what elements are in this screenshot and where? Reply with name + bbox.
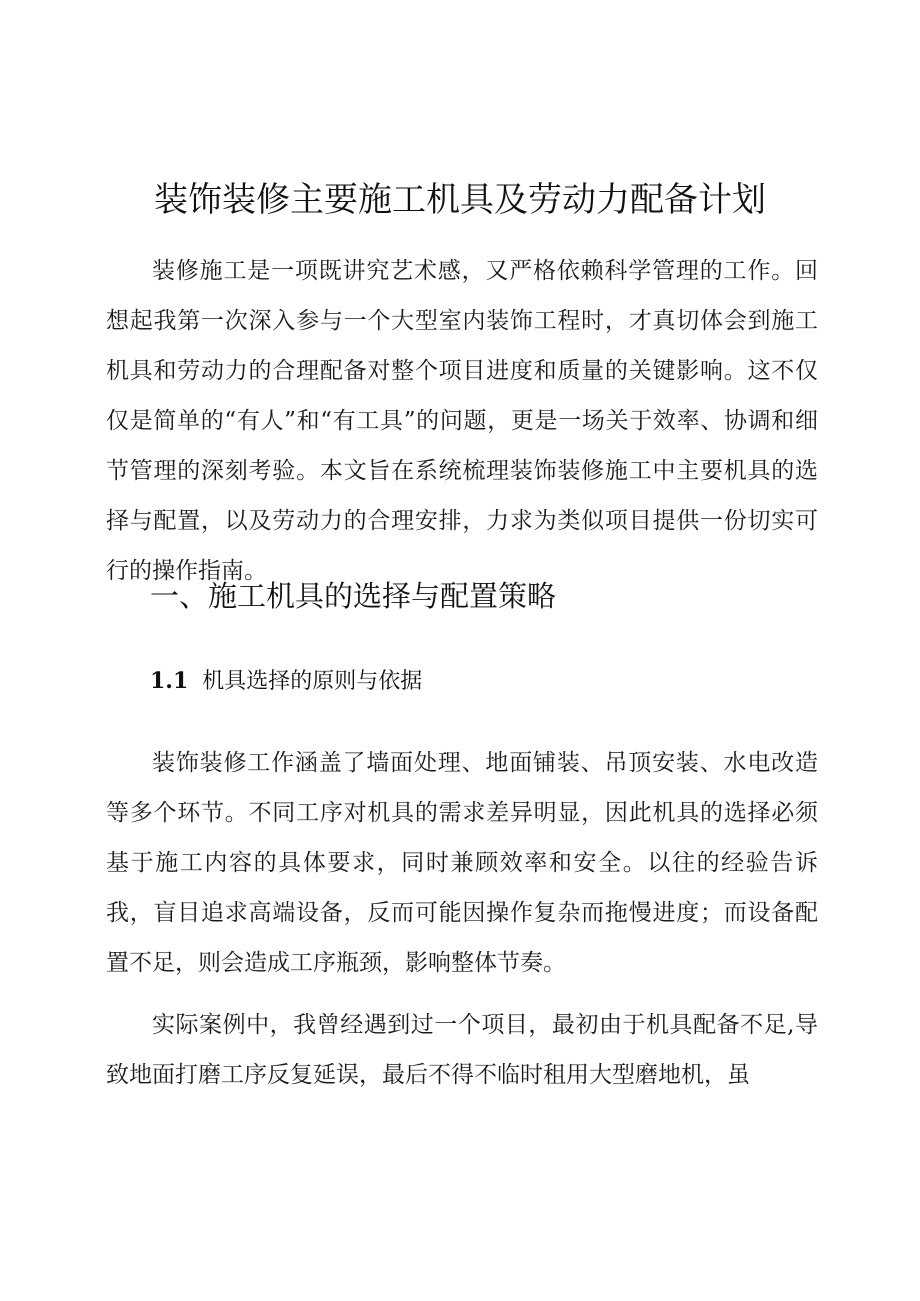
body-paragraph: 实际案例中，我曾经遇到过一个项目，最初由于机具配备不足,导致地面打磨工序反复延误，最后不得不临时租用大型磨地机，虽 xyxy=(106,1012,818,1088)
body-paragraph: 装饰装修工作涵盖了墙面处理、地面铺装、吊顶安装、水电改造等多个环节。不同工序对机具的需求差异明显，因此机具的选择必须基于施工内容的具体要求，同时兼顾效率和安全。以往的经验告诉我，盲目追求高端设备，反而可能因操作复杂而拖慢进度；而设备配置不足，则会造成工序瓶颈，影响整体节奏。 xyxy=(106,750,818,976)
subsection-number: 1.1 xyxy=(150,668,189,694)
intro-paragraph: 装修施工是一项既讲究艺术感，又严格依赖科学管理的工作。回想起我第一次深入参与一个大型室内装饰工程时，才真切体会到施工机具和劳动力的合理配备对整个项目进度和质量的关键影响。这不仅仅是简单的“有人”和“有工具”的问题，更是一场关于效率、协调和细节管理的深刻考验。本文旨在系统梳理装饰装修施工中主要机具的选择与配置，以及劳动力的合理安排，力求为类似项目提供一份切实可行的操作指南。 xyxy=(106,258,818,584)
subsection-title: 机具选择的原则与依据 xyxy=(202,669,423,694)
document-title: 装饰装修主要施工机具及劳动力配备计划 xyxy=(154,180,766,220)
subsection-heading xyxy=(150,664,422,699)
section-heading: 一、施工机具的选择与配置策略 xyxy=(150,579,557,613)
